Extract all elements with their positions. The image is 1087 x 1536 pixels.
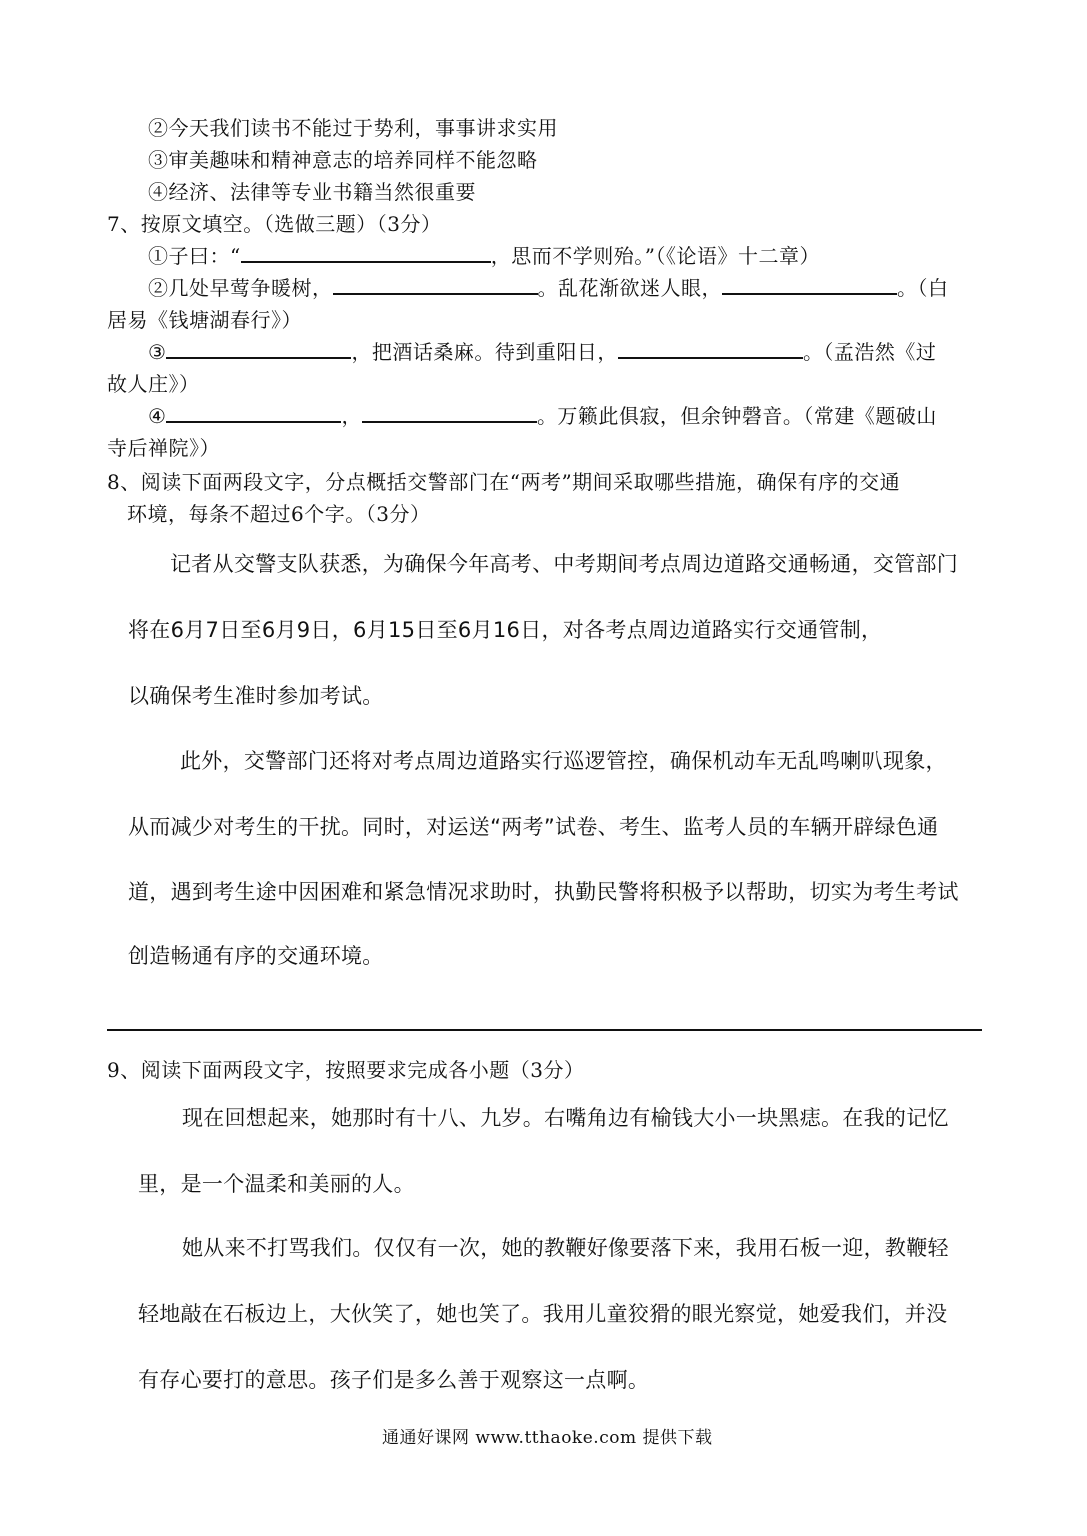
q7-item-4-mid: ， [341,404,362,428]
q7-item-4-cont: 寺后禅院》） [107,436,220,460]
q7-item-2 [148,272,949,301]
q9-para-2-line-3: 有存心要打的意思。孩子们是多么善于观察这一点啊。 [138,1368,650,1392]
q7-item-3-pre: ③ [148,340,167,364]
q8-para-1-line-2: 将在6月7日至6月9日，6月15日至6月16日，对各考点周边道路实行交通管制， [128,618,883,642]
q9-title: 9、阅读下面两段文字，按照要求完成各小题（3分） [107,1058,585,1082]
q7-item-3-blank-2[interactable] [618,339,803,359]
q9-para-2-line-1: 她从来不打骂我们。仅仅有一次，她的教鞭好像要落下来，我用石板一迎，教鞭轻 [182,1236,949,1260]
q8-para-2-line-4: 创造畅通有序的交通环境。 [128,944,384,968]
q7-item-3-mid: ，把酒话桑麻。待到重阳日， [351,340,618,364]
q7-item-4-pre: ④ [148,404,167,428]
q7-item-2-post: 。（白 [897,276,949,300]
q8-para-1-line-1: 记者从交警支队获悉，为确保今年高考、中考期间考点周边道路交通畅通，交管部门 [170,552,959,576]
q7-item-4 [148,400,937,429]
q7-item-2-cont: 居易《钱塘湖春行》） [107,308,302,332]
q8-title-line-2: 环境，每条不超过6个字。（3分） [127,502,431,526]
q7-item-3-blank-1[interactable] [166,339,351,359]
q8-para-2-line-1: 此外，交警部门还将对考点周边道路实行巡逻管控，确保机动车无乱鸣喇叭现象， [180,749,947,773]
q6-option-3: ③审美趣味和精神意志的培养同样不能忽略 [148,148,538,172]
q7-item-1-post: ，思而不学则殆。”（《论语》十二章） [490,244,820,268]
q7-item-2-blank-2[interactable] [722,275,897,295]
q7-item-1-pre: ①子曰：“ [148,244,241,268]
q7-item-3-post: 。（孟浩然《过 [802,340,937,364]
q7-item-2-pre: ②几处早莺争暖树， [148,276,333,300]
q6-option-4: ④经济、法律等专业书籍当然很重要 [148,180,476,204]
answer-line[interactable] [107,1029,982,1031]
q9-para-2-line-2: 轻地敲在石板边上，大伙笑了，她也笑了。我用儿童狡猾的眼光察觉，她爱我们，并没 [138,1302,948,1326]
q7-item-1 [148,240,820,269]
q7-item-4-blank-2[interactable] [362,403,537,423]
q7-item-1-blank[interactable] [241,243,491,263]
q6-option-2: ②今天我们读书不能过于势利，事事讲求实用 [148,116,558,140]
q8-title-line-1: 8、阅读下面两段文字，分点概括交警部门在“两考”期间采取哪些措施，确保有序的交通 [107,470,901,494]
q9-para-1-line-2: 里，是一个温柔和美丽的人。 [138,1172,415,1196]
q7-item-2-mid: 。乱花渐欲迷人眼， [537,276,722,300]
q7-item-4-post: 。万籁此俱寂，但余钟磬音。（常建《题破山 [536,404,937,428]
q7-item-3-cont: 故人庄》） [107,372,200,396]
q8-para-1-line-3: 以确保考生准时参加考试。 [128,684,384,708]
q9-para-1-line-1: 现在回想起来，她那时有十八、九岁。右嘴角边有榆钱大小一块黑痣。在我的记忆 [182,1106,949,1130]
page-footer: 通通好课网 www.tthaoke.com 提供下载 [382,1428,713,1448]
q7-item-4-blank-1[interactable] [166,403,341,423]
q7-item-3 [148,336,936,365]
q8-para-2-line-3: 道，遇到考生途中因困难和紧急情况求助时，执勤民警将积极予以帮助，切实为考生考试 [128,880,959,904]
q8-para-2-line-2: 从而减少对考生的干扰。同时，对运送“两考”试卷、考生、监考人员的车辆开辟绿色通 [128,815,939,839]
q7-item-2-blank-1[interactable] [333,275,538,295]
q7-title: 7、按原文填空。（选做三题）（3分） [107,212,442,236]
